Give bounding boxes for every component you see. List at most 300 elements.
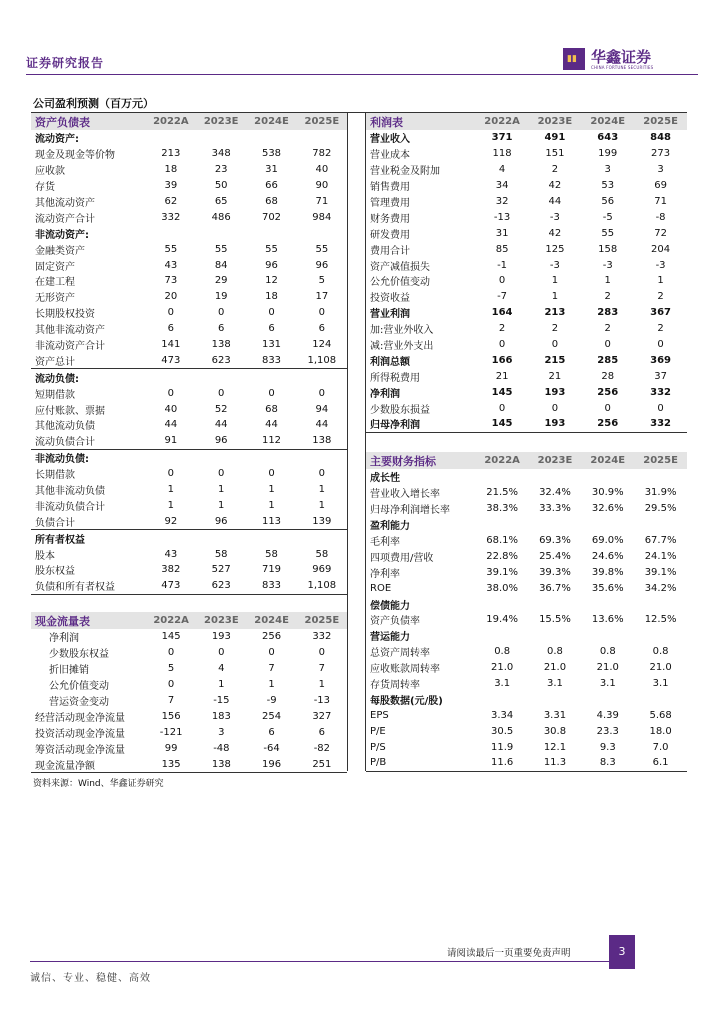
row-value: 6.1 (634, 755, 687, 771)
row-value: 1,108 (297, 578, 347, 594)
row-value: 538 (261, 148, 282, 160)
row-label: 无形资产 (35, 293, 75, 305)
row-value: 31 (495, 227, 509, 239)
company-motto: 诚信、专业、稳健、高效 (30, 973, 151, 984)
table-row (366, 241, 687, 257)
table-row (31, 146, 347, 162)
row-value: 24.6% (591, 550, 624, 562)
table-row (31, 693, 347, 709)
row-value: 164 (491, 307, 513, 319)
row-label: 加:营业外收入 (370, 325, 434, 337)
row-value: 42 (548, 227, 562, 239)
row-value: 332 (634, 416, 687, 432)
row-value: 3.1 (652, 678, 669, 690)
row-label: 其他流动负债 (35, 421, 95, 433)
row-value: 623 (211, 354, 231, 366)
row-value: 7 (318, 663, 326, 675)
row-value: 25.4% (539, 550, 571, 562)
row-label: 销售费用 (370, 182, 410, 194)
row-value (297, 530, 347, 546)
row-value (146, 130, 196, 146)
row-value: 473 (161, 354, 181, 366)
row-label: 毛利率 (370, 537, 400, 548)
table-row (366, 162, 687, 178)
row-value: 30.8 (543, 725, 567, 737)
row-value (196, 369, 246, 385)
row-value: 0 (604, 339, 611, 351)
row-value (581, 691, 634, 707)
row-value: 2 (604, 291, 611, 303)
row-value: 69 (654, 180, 667, 192)
table-row (31, 449, 347, 465)
row-label: 资产总计 (35, 356, 75, 368)
year-header: 2024E (581, 452, 634, 469)
table-row (31, 497, 347, 513)
table-row (366, 273, 687, 289)
row-value: 1 (551, 275, 559, 287)
row-value: 848 (650, 132, 671, 144)
year-header: 2024E (246, 612, 296, 629)
row-value (146, 369, 196, 385)
year-header: 2022A (476, 452, 529, 469)
row-value: 13.6% (591, 614, 624, 626)
row-value (529, 628, 582, 644)
row-value: 96 (214, 515, 228, 527)
table-row (31, 433, 347, 449)
row-value: 0 (551, 339, 559, 351)
table-row (31, 178, 347, 194)
row-label: 长期股权投资 (35, 309, 95, 321)
row-value: 94 (315, 403, 329, 415)
row-label: 营业收入增长率 (370, 489, 440, 501)
row-value: 156 (161, 710, 181, 722)
row-value: 3 (218, 726, 225, 738)
row-value: 3.1 (599, 678, 616, 690)
row-value: 5.68 (649, 709, 672, 721)
row-value: 73 (164, 275, 178, 287)
table-row (366, 739, 687, 755)
row-value: 0 (167, 387, 175, 399)
row-value: -9 (266, 695, 277, 706)
row-value: 0 (268, 307, 275, 319)
row-value: 719 (261, 564, 282, 576)
row-value: 1 (218, 499, 225, 511)
row-value: 6 (318, 726, 326, 738)
financial-indicators-table (366, 452, 687, 772)
row-label: 非流动负债: (31, 449, 146, 465)
row-value (476, 596, 529, 612)
row-label: 净利润 (370, 388, 400, 400)
row-value: -3 (549, 259, 560, 271)
row-value: 196 (246, 756, 296, 772)
row-label: 归母净利润 (366, 416, 476, 432)
row-label: 长期借款 (35, 470, 75, 482)
row-value (476, 517, 529, 533)
row-value: 90 (315, 180, 329, 192)
row-value: 112 (261, 435, 282, 447)
row-value: 2 (657, 323, 664, 335)
row-value: 7 (268, 663, 275, 675)
row-label: P/S (370, 741, 386, 753)
year-header: 2025E (297, 612, 347, 629)
row-value: 96 (265, 259, 278, 271)
row-value: 3 (604, 164, 611, 176)
row-value: 199 (598, 148, 618, 160)
row-value: 0 (318, 647, 326, 659)
row-value: 69.0% (591, 535, 624, 546)
row-label: 管理费用 (370, 198, 410, 209)
row-label: 投资活动现金净流量 (35, 728, 125, 740)
row-value: 6 (318, 323, 326, 335)
row-value: 11.3 (529, 755, 582, 771)
row-label: 净利润 (49, 633, 79, 645)
row-value: 782 (312, 148, 332, 160)
row-value: 332 (312, 631, 332, 643)
row-value: 491 (544, 132, 566, 144)
row-value: 40 (164, 403, 178, 415)
row-value: 193 (528, 416, 581, 432)
table-row (31, 194, 347, 210)
row-value: 285 (597, 354, 619, 366)
row-value: 166 (491, 354, 513, 366)
row-value (146, 449, 196, 465)
table-row (31, 225, 347, 241)
row-value: 2 (604, 323, 611, 335)
row-value: 55 (214, 243, 228, 255)
row-value: 7.0 (652, 741, 669, 753)
table-row (366, 707, 687, 723)
row-value: 62 (164, 196, 178, 207)
row-value: 118 (492, 148, 512, 160)
row-value: 3.34 (491, 709, 514, 721)
row-value: 30.9% (591, 487, 624, 499)
row-value: 0.8 (547, 646, 563, 658)
row-label: 经营活动现金净流量 (35, 712, 125, 724)
row-label: 公允价值变动 (370, 277, 430, 289)
table-row (366, 533, 687, 549)
row-value: -3 (602, 259, 613, 271)
table-row (31, 482, 347, 498)
row-value: 623 (196, 578, 246, 594)
row-value: 158 (598, 243, 618, 255)
table-row (31, 321, 347, 337)
row-value: 145 (161, 631, 181, 643)
row-label: 财务费用 (370, 213, 410, 225)
row-value: 527 (211, 564, 231, 576)
row-value: 473 (146, 578, 196, 594)
row-value: 21 (548, 370, 562, 382)
table-row (31, 337, 347, 353)
row-value: 23.3 (596, 725, 619, 737)
row-value: 193 (544, 386, 566, 398)
row-value: 91 (164, 435, 178, 447)
row-value: -13 (493, 211, 511, 223)
table-row (366, 194, 687, 210)
year-header: 2025E (634, 452, 687, 469)
row-value: 0 (218, 307, 225, 319)
row-value: 213 (161, 148, 181, 160)
row-value: 18 (164, 164, 178, 176)
row-value: 92 (164, 515, 178, 527)
row-value: 643 (597, 132, 619, 144)
row-value: 1 (604, 275, 611, 287)
row-value: -1 (497, 259, 508, 271)
row-value: 21.5% (486, 487, 519, 499)
row-value: 3.31 (543, 709, 567, 721)
row-label: 固定资产 (35, 261, 75, 273)
row-value: 1 (218, 679, 225, 691)
table-row (31, 708, 347, 724)
row-value: 0 (318, 387, 326, 399)
row-value: 4.39 (596, 709, 619, 721)
row-value: -7 (497, 291, 508, 303)
row-value: 35.6% (591, 582, 624, 594)
row-label: 非流动负债合计 (35, 501, 105, 513)
table-row (366, 612, 687, 628)
table-row (31, 530, 347, 546)
row-value: 382 (161, 564, 181, 576)
row-value (529, 596, 582, 612)
row-value (581, 517, 634, 533)
row-value: 0 (167, 307, 175, 319)
row-value: 369 (650, 354, 671, 366)
row-value (634, 469, 687, 485)
table-title: 主要财务指标 (366, 452, 476, 469)
table-row (366, 517, 687, 533)
row-label: 营业税金及附加 (370, 166, 440, 178)
row-value: 29 (214, 275, 228, 287)
row-value: -64 (263, 742, 280, 754)
row-value (196, 449, 246, 465)
row-value: 371 (491, 132, 513, 144)
table-row (366, 178, 687, 194)
row-value: 5 (318, 275, 326, 287)
table-row (31, 385, 347, 401)
row-value: -121 (159, 726, 183, 738)
row-value (476, 469, 529, 485)
row-value: 38.3% (486, 503, 519, 515)
row-value: 58 (265, 548, 278, 560)
row-label: 其他流动资产 (35, 198, 95, 209)
row-value (476, 691, 529, 707)
year-header: 2024E (581, 113, 634, 130)
year-header: 2022A (146, 612, 196, 629)
row-value: 19 (214, 291, 228, 303)
table-row (366, 416, 687, 432)
row-label: 归母净利润增长率 (370, 505, 450, 517)
row-value: 183 (211, 710, 231, 722)
row-value: -15 (213, 695, 230, 706)
row-label: 营运资金变动 (49, 697, 109, 708)
row-value: 44 (214, 419, 228, 431)
row-value: 367 (650, 307, 671, 319)
row-value: 2 (657, 291, 664, 303)
year-header: 2022A (476, 113, 529, 130)
row-value: 1 (218, 484, 225, 496)
logo-mark-icon: ▮▮ (563, 48, 585, 70)
table-row (31, 466, 347, 482)
row-value: 1 (657, 275, 664, 287)
row-label: 流动资产合计 (35, 213, 95, 225)
row-label: 其他非流动资产 (35, 325, 105, 337)
row-label: 费用合计 (370, 245, 410, 257)
table-row (31, 369, 347, 385)
row-value: 273 (651, 148, 671, 160)
row-value (246, 530, 296, 546)
row-value: 18 (265, 291, 278, 303)
row-value (297, 130, 347, 146)
table-row (366, 289, 687, 305)
row-value: 55 (315, 243, 329, 255)
row-value: 50 (214, 180, 228, 192)
row-value: 0 (657, 402, 664, 414)
row-value: 131 (261, 339, 282, 351)
row-label: 净利率 (370, 568, 400, 580)
row-value: 0 (218, 647, 225, 659)
table-row (31, 241, 347, 257)
row-value: 6 (218, 323, 225, 335)
row-label: 每股数据(元/股) (370, 695, 443, 707)
table-row (366, 400, 687, 416)
row-value: 32.6% (591, 503, 624, 515)
row-value (246, 449, 296, 465)
row-value (146, 530, 196, 546)
row-value (146, 225, 196, 241)
row-value: 193 (211, 631, 231, 643)
row-value: 68.1% (486, 535, 519, 546)
row-value: 36.7% (539, 582, 571, 594)
row-value: 1 (268, 499, 275, 511)
row-value: 151 (545, 148, 565, 160)
row-value (476, 628, 529, 644)
row-value (196, 130, 246, 146)
row-label: 营业利润 (370, 309, 410, 321)
row-value: 3 (657, 164, 664, 176)
row-label: 利润总额 (370, 356, 410, 368)
row-value: 0 (218, 387, 225, 399)
row-value: 96 (315, 259, 329, 271)
row-value: 44 (315, 419, 329, 431)
row-value: 0.8 (652, 646, 669, 658)
row-label: 资产负债率 (370, 616, 420, 628)
row-label: 应收款 (35, 166, 65, 178)
row-label: 所有者权益 (31, 530, 146, 546)
row-value: 1 (318, 484, 326, 496)
row-value: 43 (164, 548, 178, 560)
row-value: 4 (498, 164, 506, 176)
year-header: 2025E (634, 113, 687, 130)
row-label: 非流动资产合计 (35, 341, 105, 353)
row-value: 96 (214, 435, 228, 447)
row-value: 138 (312, 435, 332, 447)
row-label: 所得税费用 (370, 372, 420, 384)
left-column-divider (347, 113, 348, 771)
table-row (366, 352, 687, 368)
row-value: 11.6 (476, 755, 529, 771)
row-value: 21.0 (543, 662, 567, 674)
row-label: P/E (370, 725, 386, 737)
row-value: 58 (214, 548, 228, 560)
row-value: 3.1 (494, 678, 511, 690)
table-row (31, 578, 347, 594)
row-value: 1 (318, 499, 326, 511)
row-value (634, 691, 687, 707)
row-value: 19.4% (486, 614, 519, 626)
right-column-divider (365, 113, 366, 771)
row-value: 39 (164, 180, 178, 192)
row-value: -3 (549, 211, 560, 223)
row-value: 52 (214, 403, 228, 415)
row-label: 负债合计 (35, 517, 75, 529)
row-value: 984 (312, 211, 332, 223)
row-value: 4 (218, 663, 225, 675)
row-label: 总资产周转率 (370, 648, 430, 660)
row-label: 盈利能力 (370, 521, 410, 533)
row-value: 0 (268, 387, 275, 399)
row-value: 21.0 (491, 662, 514, 674)
row-value: 215 (544, 354, 566, 366)
row-value: 42 (548, 180, 562, 192)
row-value: 0.8 (599, 646, 616, 658)
row-value: 21 (495, 370, 509, 382)
row-value: 0 (604, 402, 611, 414)
table-row (31, 352, 347, 368)
row-label: 短期借款 (35, 389, 75, 401)
table-row (366, 305, 687, 321)
row-label: 现金流量净额 (31, 756, 146, 772)
table-row (366, 485, 687, 501)
row-value: 58 (315, 548, 329, 560)
year-header: 2025E (297, 113, 347, 130)
row-value: 124 (312, 339, 332, 351)
row-value: 135 (146, 756, 196, 772)
row-value: 1 (268, 484, 275, 496)
row-value: 0 (218, 468, 225, 480)
year-header: 2023E (196, 612, 246, 629)
row-value (246, 225, 296, 241)
row-value: 486 (211, 211, 231, 223)
row-label: 其他非流动负债 (35, 486, 105, 498)
row-label: 股东权益 (35, 566, 75, 578)
table-row (366, 469, 687, 485)
row-value (581, 628, 634, 644)
table-row (366, 130, 687, 146)
row-value: 31 (265, 164, 278, 176)
row-value: 44 (164, 419, 178, 431)
row-label: P/B (366, 755, 476, 771)
row-value: 11.9 (491, 741, 514, 753)
row-value (529, 517, 582, 533)
row-value: 15.5% (539, 614, 571, 626)
row-label: 股本 (35, 550, 55, 562)
row-value: 1 (167, 484, 175, 496)
row-value: 34 (495, 180, 509, 192)
row-label: 流动负债: (31, 369, 146, 385)
table-row (366, 209, 687, 225)
table-row (31, 724, 347, 740)
table-row (31, 130, 347, 146)
row-value (581, 596, 634, 612)
row-label: 应收账款周转率 (370, 664, 440, 676)
table-title: 利润表 (366, 113, 476, 130)
row-label: 少数股东权益 (49, 649, 109, 661)
row-value: 33.3% (539, 503, 571, 515)
row-value: 139 (312, 515, 332, 527)
row-value: 39.3% (539, 566, 571, 578)
row-value: 43 (164, 259, 178, 271)
row-value: 283 (597, 307, 619, 319)
row-value: 28 (601, 370, 615, 382)
